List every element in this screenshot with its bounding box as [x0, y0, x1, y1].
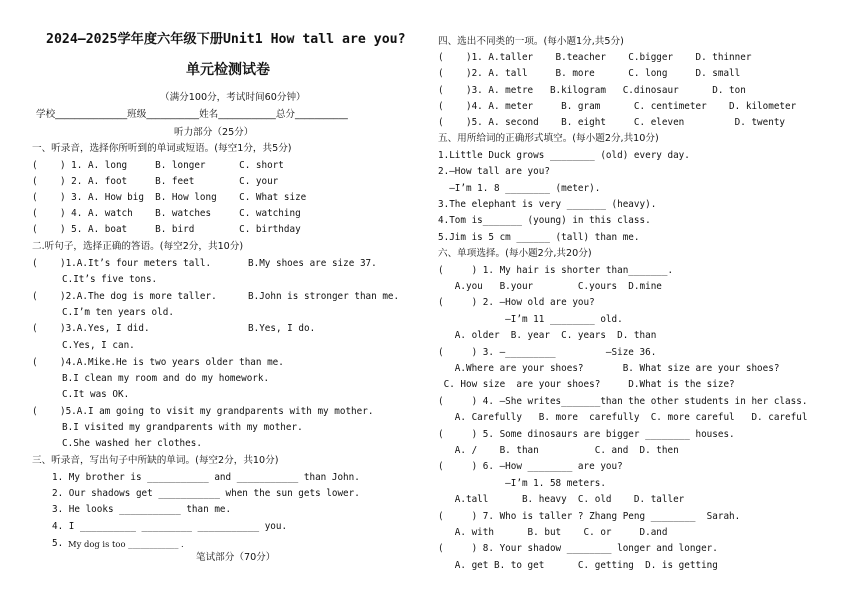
list-item: ( ) 3. —_________ —Size 36. — [438, 347, 657, 358]
list-item: ( ) 1. A. long B. longer C. short — [32, 160, 284, 171]
list-item: ( )4. A. meter B. gram C. centimeter D. kilometer — [438, 101, 797, 112]
list-item: ( ) 5. Some dinosaurs are bigger ________ houses. — [438, 429, 735, 440]
list-item: ( ) 3. A. How big B. How long C. What size — [32, 192, 307, 203]
score-note: （满分100分，考试时间60分钟） — [160, 92, 306, 103]
list-item: A. / B. than C. and D. then — [438, 445, 679, 456]
question-option: ( )4.A.Mike.He is two years older than me. — [32, 357, 284, 368]
page-title: 2024—2025学年度六年级下册Unit1 How tall are you? — [46, 32, 406, 47]
question-option: C.She washed her clothes. — [62, 438, 202, 449]
section-3-title: 三、听录音，写出句子中所缺的单词。(每空2分，共10分) — [32, 455, 279, 466]
section-6-title: 六、单项选择。(每小题2分,共20分) — [438, 248, 592, 259]
question-option: ( )3.A.Yes, I did. — [32, 323, 150, 334]
question-option: C.It was OK. — [62, 389, 130, 400]
question-option: C.I’m ten years old. — [62, 307, 174, 318]
list-item: A.tall B. heavy C. old D. taller — [438, 494, 685, 505]
listening-section-title: 听力部分（25分） — [174, 127, 254, 138]
list-item: —I’m 1. 8 ________ (meter). — [438, 183, 601, 194]
list-item-number: 5. — [52, 538, 64, 549]
list-item: 4.Tom is_______ (young) in this class. — [438, 215, 651, 226]
list-item: ( )1. A.taller B.teacher C.bigger D. thinner — [438, 52, 752, 63]
question-option: ( )2.A.The dog is more taller. — [32, 291, 217, 302]
list-item: My dog is too ____________ . — [68, 539, 184, 549]
list-item: ( ) 2. —How old are you? — [438, 297, 595, 308]
list-item: ( ) 1. My hair is shorter than_______. — [438, 265, 674, 276]
list-item: —I’m 1. 58 meters. — [438, 478, 606, 489]
list-item: ( ) 5. A. boat B. bird C. birthday — [32, 224, 301, 235]
list-item: ( ) 8. Your shadow ________ longer and longer. — [438, 543, 718, 554]
list-item: ( )3. A. metre B.kilogram C.dinosaur D. ton — [438, 85, 746, 96]
question-option: C.It’s five tons. — [62, 274, 158, 285]
list-item: A. with B. but C. or D.and — [438, 527, 668, 538]
list-item: 2. Our shadows get ___________ when the sun gets lower. — [52, 488, 360, 499]
list-item: ( ) 2. A. foot B. feet C. your — [32, 176, 279, 187]
list-item: 3. He looks ___________ than me. — [52, 504, 232, 515]
list-item: A.Where are your shoes? B. What size are your shoes? — [438, 363, 780, 374]
written-section-title: 笔试部分（70分） — [196, 552, 276, 563]
student-info-line: 学校_______________班级___________姓名____________总分___________ — [36, 109, 348, 120]
list-item: A. get B. to get C. getting D. is getting — [438, 560, 718, 571]
section-1-title: 一、听录音，选择你所听到的单词或短语。(每空1分，共5分) — [32, 143, 292, 154]
list-item: ( ) 6. —How ________ are you? — [438, 461, 623, 472]
question-option: ( )1.A.It’s four meters tall. — [32, 258, 212, 269]
list-item: ( ) 4. A. watch B. watches C. watching — [32, 208, 301, 219]
question-option: B.My shoes are size 37. — [248, 258, 377, 269]
list-item: A.you B.your C.yours D.mine — [438, 281, 662, 292]
list-item: 1. My brother is ___________ and ___________ than John. — [52, 472, 360, 483]
question-option: B.I visited my grandparents with my mother. — [62, 422, 303, 433]
question-option: ( )5.A.I am going to visit my grandparents with my mother. — [32, 406, 374, 417]
list-item: C. How size are your shoes? D.What is the size? — [438, 379, 735, 390]
section-4-title: 四、选出不同类的一项。(每小题1分,共5分) — [438, 36, 624, 47]
list-item: ( ) 7. Who is taller ? Zhang Peng ________ Sarah. — [438, 511, 741, 522]
question-option: B.I clean my room and do my homework. — [62, 373, 270, 384]
list-item: ( )2. A. tall B. more C. long D. small — [438, 68, 741, 79]
page-subtitle: 单元检测试卷 — [186, 62, 270, 78]
list-item: A. older B. year C. years D. than — [438, 330, 657, 341]
list-item: 2.—How tall are you? — [438, 166, 550, 177]
list-item: ( ) 4. —She writes_______than the other students in her class. — [438, 396, 808, 407]
list-item: ( )5. A. second B. eight C. eleven D. twenty — [438, 117, 786, 128]
list-item: —I’m 11 ________ old. — [438, 314, 623, 325]
list-item: 4. I __________ _________ ___________ you. — [52, 521, 288, 532]
list-item: 5.Jim is 5 cm ______ (tall) than me. — [438, 232, 640, 243]
list-item: 1.Little Duck grows ________ (old) every day. — [438, 150, 690, 161]
section-5-title: 五、用所给词的正确形式填空。(每小题2分,共10分) — [438, 133, 659, 144]
question-option: B.Yes, I do. — [248, 323, 316, 334]
list-item: A. Carefully B. more carefully C. more careful D. careful — [438, 412, 808, 423]
list-item: 3.The elephant is very _______ (heavy). — [438, 199, 657, 210]
question-option: B.John is stronger than me. — [248, 291, 400, 302]
question-option: C.Yes, I can. — [62, 340, 135, 351]
section-2-title: 二.听句子，选择正确的答语。(每空2分，共10分) — [32, 241, 244, 252]
